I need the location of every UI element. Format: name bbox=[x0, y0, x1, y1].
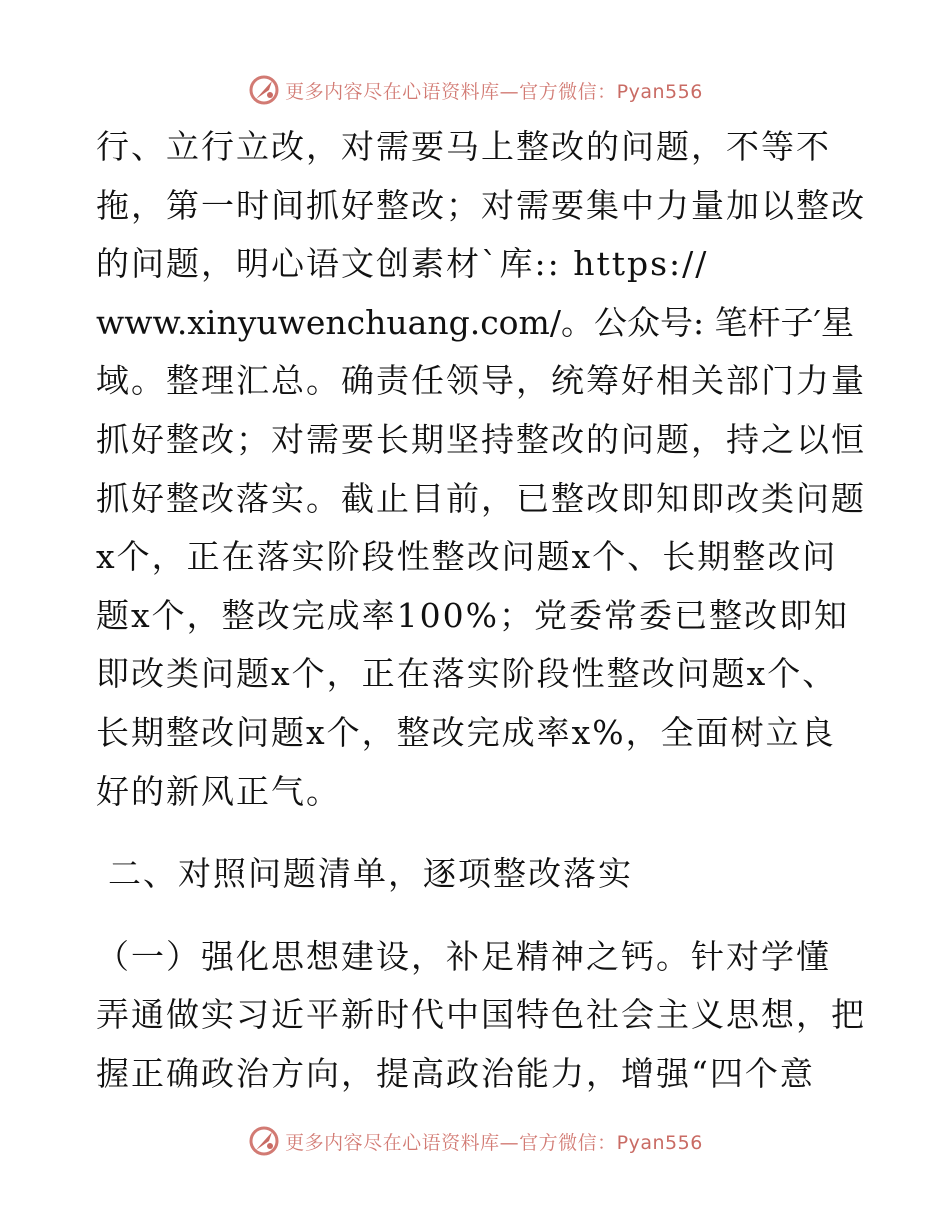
document-body bbox=[96, 118, 866, 1104]
body-line: x个，正在落实阶段性整改问题x个、长期整改问 bbox=[96, 537, 838, 577]
watermark-id: Pyan556 bbox=[616, 80, 703, 103]
subsection-line: 握正确政治方向，提高政治能力，增强“四个意 bbox=[96, 1053, 815, 1093]
quill-logo-icon bbox=[247, 1124, 281, 1158]
body-line: 抓好整改落实。截止目前，已整改即知即改类问题 bbox=[96, 478, 866, 518]
subsection-line: （一）强化思想建设，补足精神之钙。针对学懂 bbox=[96, 936, 831, 976]
body-line: 长期整改问题x个，整改完成率x%，全面树立良 bbox=[96, 712, 836, 752]
body-line: 拖，第一时间抓好整改；对需要集中力量加以整改 bbox=[96, 185, 866, 225]
body-line: 即改类问题x个，正在落实阶段性整改问题x个、 bbox=[96, 654, 838, 694]
subsection-line: 弄通做实习近平新时代中国特色社会主义思想，把 bbox=[96, 995, 866, 1035]
body-line: 域。整理汇总。确责任领导，统筹好相关部门力量 bbox=[96, 361, 866, 401]
header-watermark bbox=[0, 70, 950, 110]
watermark-text: 更多内容尽在心语资料库—官方微信： bbox=[285, 80, 617, 103]
section-heading: 二、对照问题清单，逐项整改落实 bbox=[108, 854, 633, 894]
body-line: 的问题，明心语文创素材`库:: https:// bbox=[96, 244, 709, 284]
quill-logo-icon bbox=[247, 73, 281, 107]
body-line: 好的新风正气。 bbox=[96, 771, 341, 811]
body-line: 抓好整改；对需要长期坚持整改的问题，持之以恒 bbox=[96, 419, 866, 459]
body-line: 行、立行立改，对需要马上整改的问题，不等不 bbox=[96, 127, 831, 166]
watermark-id: Pyan556 bbox=[616, 1131, 703, 1154]
footer-watermark bbox=[0, 1121, 950, 1161]
watermark-text: 更多内容尽在心语资料库—官方微信： bbox=[285, 1131, 617, 1154]
body-line: 题x个，整改完成率100%；党委常委已整改即知 bbox=[96, 595, 849, 635]
body-line: www.xinyuwenchuang.com/。公众号: 笔杆子′星 bbox=[96, 302, 855, 342]
